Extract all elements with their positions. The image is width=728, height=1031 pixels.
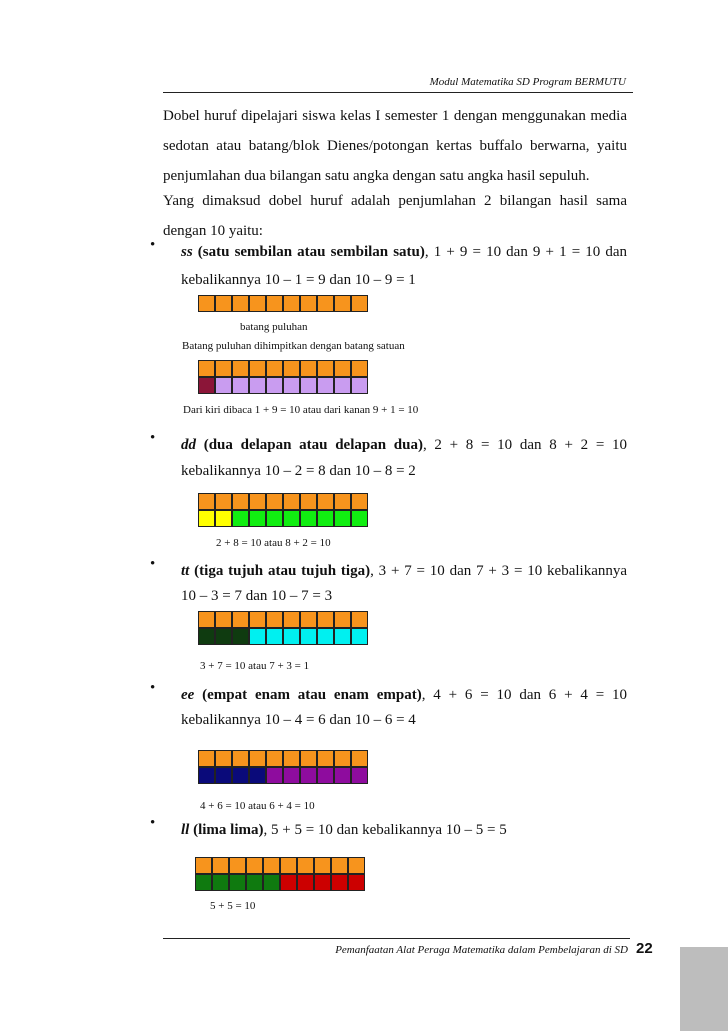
definition-paragraph: Yang dimaksud dobel huruf adalah penjumlahan 2 bilangan hasil sama dengan 10 yaitu: [163, 193, 627, 239]
unit-cube-cell [246, 874, 263, 891]
unit-cube-cell [266, 377, 283, 394]
ten-rod-cell [249, 295, 266, 312]
ten-rod-cell [331, 857, 348, 874]
ten-rod-cell [232, 295, 249, 312]
ten-rod-cell [266, 493, 283, 510]
unit-cube-cell [215, 377, 232, 394]
ss-units-bar [198, 377, 368, 394]
unit-cube-cell [297, 874, 314, 891]
ten-rod-cell [215, 360, 232, 377]
ten-rod-cell [317, 750, 334, 767]
unit-cube-cell [300, 377, 317, 394]
ten-rod-cell [283, 295, 300, 312]
ten-rod-cell [351, 295, 368, 312]
bullet-icon: • [150, 680, 156, 696]
ten-rod-cell [334, 611, 351, 628]
unit-cube-cell [351, 767, 368, 784]
ten-rod-cell [334, 493, 351, 510]
ten-rod-cell [232, 493, 249, 510]
ten-rod-cell [215, 750, 232, 767]
item-ee-eq: , 4 + 6 = 10 dan 6 + 4 = 10 [421, 687, 627, 703]
unit-cube-cell [348, 874, 365, 891]
ten-rod-cell [266, 360, 283, 377]
header-rule [163, 92, 633, 93]
ten-rod-cell [297, 857, 314, 874]
ss-ten-bar-2 [198, 360, 368, 377]
ss-ten-bar [198, 295, 368, 312]
dd-units-bar [198, 510, 368, 527]
item-ll-eq: , 5 + 5 = 10 dan kebalikannya 10 – 5 = 5 [263, 822, 507, 838]
unit-cube-cell [280, 874, 297, 891]
ten-rod-cell [351, 611, 368, 628]
ten-rod-cell [198, 295, 215, 312]
ten-rod-cell [266, 611, 283, 628]
ten-rod-cell [283, 750, 300, 767]
ll-units-bar [195, 874, 365, 891]
item-ss-key: ss [181, 244, 193, 260]
unit-cube-cell [198, 767, 215, 784]
ten-rod-cell [351, 750, 368, 767]
item-ee-line2: kebalikannya 10 – 4 = 6 dan 10 – 6 = 4 [181, 712, 416, 728]
unit-cube-cell [300, 628, 317, 645]
running-footer: Pemanfaatan Alat Peraga Matematika dalam Pembelajaran di SD [335, 944, 628, 956]
ten-rod-cell [300, 611, 317, 628]
ten-rod-cell [317, 611, 334, 628]
bullet-icon: • [150, 430, 156, 446]
intro-paragraph: Dobel huruf dipelajari siswa kelas I semester 1 dengan menggunakan media sedotan atau batang/blok Dienes/potongan kertas buffalo berwarna, yaitu penjumlahan dua bilangan satu angka dengan satu angka hasil sepuluh. [163, 108, 627, 184]
bullet-icon: • [150, 556, 156, 572]
item-ll-key: ll [181, 822, 190, 838]
ten-rod-cell [334, 360, 351, 377]
ee-units-bar [198, 767, 368, 784]
unit-cube-cell [283, 510, 300, 527]
ten-rod-cell [246, 857, 263, 874]
ten-rod-cell [198, 611, 215, 628]
page-tab-marker [680, 947, 728, 1031]
unit-cube-cell [334, 767, 351, 784]
ten-rod-cell [215, 611, 232, 628]
bullet-icon: • [150, 815, 156, 831]
ten-rod-cell [232, 360, 249, 377]
unit-cube-cell [249, 510, 266, 527]
ten-rod-cell [300, 750, 317, 767]
ten-rod-cell [283, 493, 300, 510]
unit-cube-cell [314, 874, 331, 891]
item-ee-key: ee [181, 687, 195, 703]
unit-cube-cell [334, 510, 351, 527]
ten-rod-cell [249, 611, 266, 628]
unit-cube-cell [198, 510, 215, 527]
item-tt-eq: , 3 + 7 = 10 dan 7 + 3 = 10 kebalikannya [370, 563, 628, 579]
ten-rod-cell [263, 857, 280, 874]
running-header: Modul Matematika SD Program BERMUTU [429, 76, 626, 88]
ten-rod-cell [334, 295, 351, 312]
unit-cube-cell [317, 510, 334, 527]
unit-cube-cell [266, 767, 283, 784]
unit-cube-cell [263, 874, 280, 891]
ten-rod-cell [300, 493, 317, 510]
unit-cube-cell [351, 628, 368, 645]
item-ee-name: (empat enam atau enam empat) [202, 687, 422, 703]
unit-cube-cell [300, 510, 317, 527]
unit-cube-cell [331, 874, 348, 891]
ten-rod-cell [198, 493, 215, 510]
ee-ten-bar [198, 750, 368, 767]
unit-cube-cell [249, 628, 266, 645]
footer-rule [163, 938, 630, 939]
page-number: 22 [636, 940, 653, 957]
ss-join-caption: Batang puluhan dihimpitkan dengan batang satuan [182, 340, 405, 352]
item-ss-line2: kebalikannya 10 – 1 = 9 dan 10 – 9 = 1 [181, 272, 416, 288]
ss-ten-caption: batang puluhan [240, 321, 308, 333]
ten-rod-cell [300, 360, 317, 377]
unit-cube-cell [229, 874, 246, 891]
item-dd-name: (dua delapan atau delapan dua) [203, 437, 423, 453]
ten-rod-cell [351, 360, 368, 377]
unit-cube-cell [266, 510, 283, 527]
item-dd-eq: , 2 + 8 = 10 dan 8 + 2 = 10 [422, 437, 628, 453]
ten-rod-cell [249, 750, 266, 767]
ten-rod-cell [317, 295, 334, 312]
ss-equation-caption: Dari kiri dibaca 1 + 9 = 10 atau dari kanan 9 + 1 = 10 [183, 404, 419, 416]
unit-cube-cell [198, 628, 215, 645]
item-tt-name: (tiga tujuh atau tujuh tiga) [194, 563, 371, 579]
unit-cube-cell [334, 377, 351, 394]
tt-equation-caption: 3 + 7 = 10 atau 7 + 3 = 1 [200, 660, 310, 672]
unit-cube-cell [212, 874, 229, 891]
dd-ten-bar [198, 493, 368, 510]
item-ss-name: (satu sembilan atau sembilan satu) [197, 244, 425, 260]
ten-rod-cell [266, 295, 283, 312]
ten-rod-cell [283, 611, 300, 628]
ten-rod-cell [283, 360, 300, 377]
unit-cube-cell [266, 628, 283, 645]
ten-rod-cell [314, 857, 331, 874]
ten-rod-cell [198, 360, 215, 377]
unit-cube-cell [215, 510, 232, 527]
ten-rod-cell [215, 295, 232, 312]
unit-cube-cell [334, 628, 351, 645]
unit-cube-cell [249, 767, 266, 784]
ten-rod-cell [351, 493, 368, 510]
ten-rod-cell [249, 493, 266, 510]
unit-cube-cell [351, 377, 368, 394]
unit-cube-cell [215, 767, 232, 784]
item-tt-line2: 10 – 3 = 7 dan 10 – 7 = 3 [181, 588, 333, 604]
item-ss-eq: , 1 + 9 = 10 dan 9 + 1 = 10 dan [424, 244, 628, 260]
ten-rod-cell [266, 750, 283, 767]
unit-cube-cell [215, 628, 232, 645]
item-tt-key: tt [181, 563, 190, 579]
unit-cube-cell [232, 510, 249, 527]
tt-ten-bar [198, 611, 368, 628]
item-dd-line2: kebalikannya 10 – 2 = 8 dan 10 – 8 = 2 [181, 463, 416, 479]
dd-equation-caption: 2 + 8 = 10 atau 8 + 2 = 10 [216, 537, 331, 549]
item-ss-line1 [181, 237, 627, 267]
unit-cube-cell [283, 628, 300, 645]
ten-rod-cell [317, 360, 334, 377]
ten-rod-cell [198, 750, 215, 767]
unit-cube-cell [317, 377, 334, 394]
unit-cube-cell [317, 628, 334, 645]
unit-cube-cell [232, 377, 249, 394]
unit-cube-cell [195, 874, 212, 891]
ll-ten-bar [195, 857, 365, 874]
item-ll-name: (lima lima) [193, 822, 264, 838]
bullet-icon: • [150, 237, 156, 253]
ten-rod-cell [249, 360, 266, 377]
unit-cube-cell [232, 767, 249, 784]
ten-rod-cell [195, 857, 212, 874]
ten-rod-cell [232, 611, 249, 628]
item-dd-key: dd [181, 437, 196, 453]
ten-rod-cell [215, 493, 232, 510]
unit-cube-cell [232, 628, 249, 645]
unit-cube-cell [249, 377, 266, 394]
tt-units-bar [198, 628, 368, 645]
ee-equation-caption: 4 + 6 = 10 atau 6 + 4 = 10 [200, 800, 315, 812]
ll-equation-caption: 5 + 5 = 10 [210, 900, 256, 912]
item-ll-line1 [181, 815, 507, 845]
unit-cube-cell [351, 510, 368, 527]
unit-cube-cell [283, 377, 300, 394]
ten-rod-cell [212, 857, 229, 874]
ten-rod-cell [334, 750, 351, 767]
ten-rod-cell [300, 295, 317, 312]
unit-cube-cell [300, 767, 317, 784]
ten-rod-cell [229, 857, 246, 874]
unit-cube-cell [283, 767, 300, 784]
ten-rod-cell [348, 857, 365, 874]
unit-cube-cell [198, 377, 215, 394]
ten-rod-cell [317, 493, 334, 510]
ten-rod-cell [232, 750, 249, 767]
unit-cube-cell [317, 767, 334, 784]
ten-rod-cell [280, 857, 297, 874]
